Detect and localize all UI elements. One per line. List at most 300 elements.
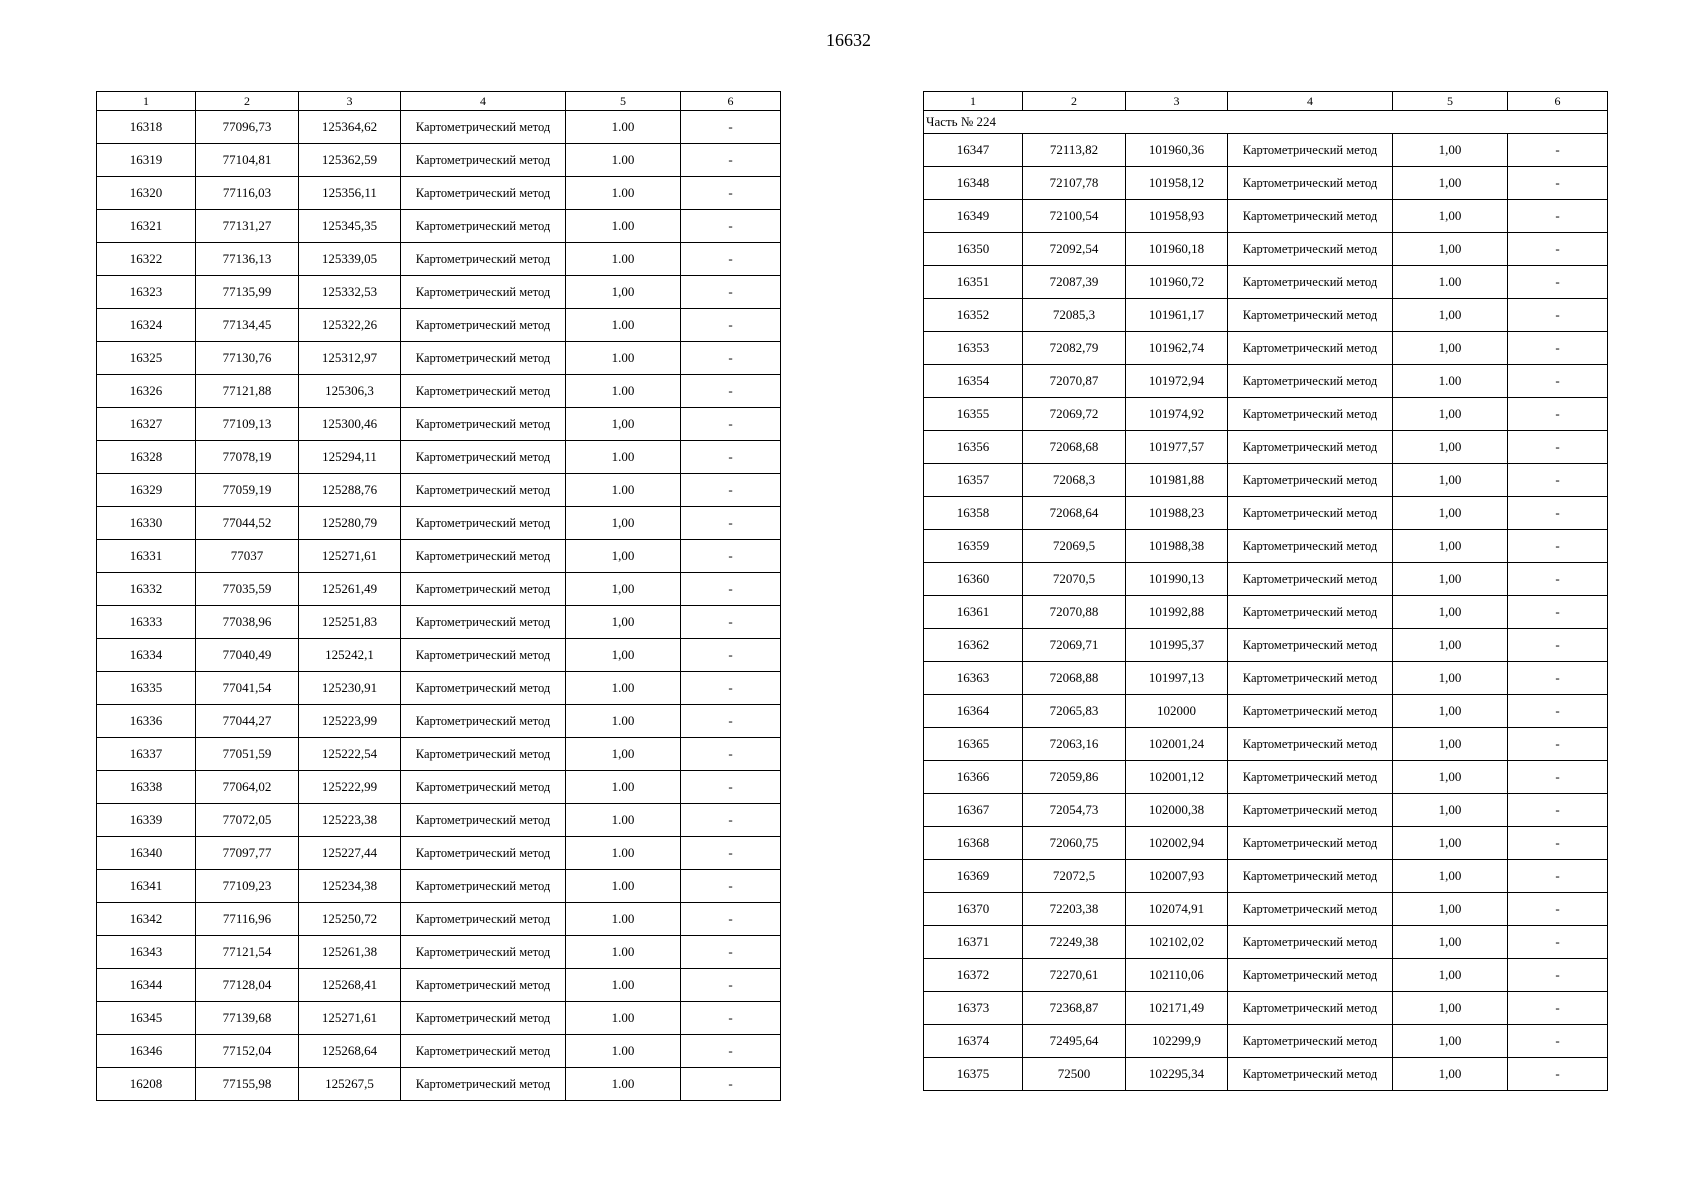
table-row — [924, 266, 1608, 299]
accuracy-cell: 1,00 — [566, 639, 681, 672]
x-coordinate-cell: 72059,86 — [1023, 761, 1126, 794]
x-coordinate-cell: 77121,88 — [196, 375, 299, 408]
method-cell: Картометрический метод — [401, 177, 566, 210]
y-coordinate-cell: 125234,38 — [299, 870, 401, 903]
x-coordinate-cell: 72203,38 — [1023, 893, 1126, 926]
page-number: 16632 — [826, 30, 871, 50]
y-coordinate-cell: 101988,38 — [1126, 530, 1228, 563]
x-coordinate-cell: 72060,75 — [1023, 827, 1126, 860]
column-header: 3 — [1126, 92, 1228, 111]
point-number-cell: 16332 — [97, 573, 196, 606]
note-cell: - — [1508, 431, 1608, 464]
y-coordinate-cell: 125356,11 — [299, 177, 401, 210]
x-coordinate-cell: 77044,52 — [196, 507, 299, 540]
method-cell: Картометрический метод — [1228, 299, 1393, 332]
accuracy-cell: 1.00 — [566, 210, 681, 243]
point-number-cell: 16347 — [924, 134, 1023, 167]
accuracy-cell: 1.00 — [566, 441, 681, 474]
point-number-cell: 16346 — [97, 1035, 196, 1068]
x-coordinate-cell: 77136,13 — [196, 243, 299, 276]
point-number-cell: 16363 — [924, 662, 1023, 695]
table-row — [97, 540, 781, 573]
note-cell: - — [681, 936, 781, 969]
table-row — [97, 738, 781, 771]
note-cell: - — [681, 1035, 781, 1068]
note-cell: - — [1508, 1025, 1608, 1058]
accuracy-cell: 1,00 — [1393, 299, 1508, 332]
table-row — [924, 497, 1608, 530]
point-number-cell: 16327 — [97, 408, 196, 441]
x-coordinate-cell: 77155,98 — [196, 1068, 299, 1101]
point-number-cell: 16361 — [924, 596, 1023, 629]
y-coordinate-cell: 101960,72 — [1126, 266, 1228, 299]
x-coordinate-cell: 72495,64 — [1023, 1025, 1126, 1058]
accuracy-cell: 1.00 — [566, 177, 681, 210]
table-row — [924, 530, 1608, 563]
accuracy-cell: 1,00 — [1393, 596, 1508, 629]
note-cell: - — [681, 309, 781, 342]
point-number-cell: 16358 — [924, 497, 1023, 530]
note-cell: - — [1508, 1058, 1608, 1091]
method-cell: Картометрический метод — [401, 870, 566, 903]
note-cell: - — [681, 210, 781, 243]
table-row — [924, 827, 1608, 860]
column-header: 1 — [924, 92, 1023, 111]
x-coordinate-cell: 72070,88 — [1023, 596, 1126, 629]
method-cell: Картометрический метод — [401, 408, 566, 441]
y-coordinate-cell: 125294,11 — [299, 441, 401, 474]
x-coordinate-cell: 72092,54 — [1023, 233, 1126, 266]
y-coordinate-cell: 102171,49 — [1126, 992, 1228, 1025]
table-row — [924, 299, 1608, 332]
section-row — [924, 111, 1608, 134]
point-number-cell: 16333 — [97, 606, 196, 639]
point-number-cell: 16356 — [924, 431, 1023, 464]
y-coordinate-cell: 125322,26 — [299, 309, 401, 342]
table-row — [924, 134, 1608, 167]
table-row — [97, 309, 781, 342]
table-row — [97, 408, 781, 441]
method-cell: Картометрический метод — [401, 936, 566, 969]
accuracy-cell: 1,00 — [566, 606, 681, 639]
table-row — [924, 200, 1608, 233]
x-coordinate-cell: 77130,76 — [196, 342, 299, 375]
y-coordinate-cell: 102110,06 — [1126, 959, 1228, 992]
x-coordinate-cell: 77037 — [196, 540, 299, 573]
x-coordinate-cell: 72085,3 — [1023, 299, 1126, 332]
x-coordinate-cell: 77134,45 — [196, 309, 299, 342]
method-cell: Картометрический метод — [401, 276, 566, 309]
point-number-cell: 16373 — [924, 992, 1023, 1025]
method-cell: Картометрический метод — [401, 771, 566, 804]
note-cell: - — [1508, 233, 1608, 266]
coordinates-table-right — [923, 91, 1608, 1091]
method-cell: Картометрический метод — [401, 441, 566, 474]
x-coordinate-cell: 77064,02 — [196, 771, 299, 804]
column-header: 5 — [1393, 92, 1508, 111]
note-cell: - — [1508, 299, 1608, 332]
accuracy-cell: 1,00 — [1393, 761, 1508, 794]
point-number-cell: 16318 — [97, 111, 196, 144]
table-row — [97, 177, 781, 210]
accuracy-cell: 1,00 — [1393, 497, 1508, 530]
table-row — [97, 210, 781, 243]
method-cell: Картометрический метод — [1228, 959, 1393, 992]
accuracy-cell: 1,00 — [1393, 728, 1508, 761]
table-row — [97, 441, 781, 474]
note-cell: - — [1508, 695, 1608, 728]
y-coordinate-cell: 125242,1 — [299, 639, 401, 672]
method-cell: Картометрический метод — [401, 309, 566, 342]
column-header: 2 — [1023, 92, 1126, 111]
table-row — [97, 903, 781, 936]
method-cell: Картометрический метод — [401, 210, 566, 243]
table-row — [924, 233, 1608, 266]
note-cell: - — [681, 903, 781, 936]
point-number-cell: 16359 — [924, 530, 1023, 563]
accuracy-cell: 1.00 — [566, 672, 681, 705]
method-cell: Картометрический метод — [401, 606, 566, 639]
note-cell: - — [681, 1002, 781, 1035]
table-row — [97, 639, 781, 672]
table-row — [97, 573, 781, 606]
column-header: 4 — [401, 92, 566, 111]
accuracy-cell: 1.00 — [566, 903, 681, 936]
method-cell: Картометрический метод — [1228, 827, 1393, 860]
table-row — [924, 695, 1608, 728]
accuracy-cell: 1,00 — [1393, 233, 1508, 266]
x-coordinate-cell: 72070,87 — [1023, 365, 1126, 398]
accuracy-cell: 1,00 — [1393, 794, 1508, 827]
x-coordinate-cell: 77035,59 — [196, 573, 299, 606]
accuracy-cell: 1,00 — [566, 408, 681, 441]
accuracy-cell: 1,00 — [566, 540, 681, 573]
table-row — [97, 342, 781, 375]
accuracy-cell: 1.00 — [566, 243, 681, 276]
table-row — [924, 563, 1608, 596]
accuracy-cell: 1.00 — [566, 144, 681, 177]
point-number-cell: 16354 — [924, 365, 1023, 398]
note-cell: - — [1508, 266, 1608, 299]
point-number-cell: 16367 — [924, 794, 1023, 827]
y-coordinate-cell: 125271,61 — [299, 1002, 401, 1035]
note-cell: - — [1508, 365, 1608, 398]
point-number-cell: 16342 — [97, 903, 196, 936]
note-cell: - — [1508, 530, 1608, 563]
y-coordinate-cell: 125312,97 — [299, 342, 401, 375]
method-cell: Картометрический метод — [1228, 893, 1393, 926]
point-number-cell: 16340 — [97, 837, 196, 870]
table-row — [97, 1002, 781, 1035]
note-cell: - — [681, 870, 781, 903]
method-cell: Картометрический метод — [1228, 596, 1393, 629]
accuracy-cell: 1,00 — [1393, 629, 1508, 662]
method-cell: Картометрический метод — [1228, 794, 1393, 827]
section-title: Часть № 224 — [924, 111, 1608, 134]
note-cell: - — [1508, 761, 1608, 794]
method-cell: Картометрический метод — [1228, 530, 1393, 563]
accuracy-cell: 1.00 — [566, 771, 681, 804]
point-number-cell: 16357 — [924, 464, 1023, 497]
point-number-cell: 16335 — [97, 672, 196, 705]
note-cell: - — [681, 606, 781, 639]
accuracy-cell: 1.00 — [566, 1002, 681, 1035]
point-number-cell: 16323 — [97, 276, 196, 309]
table-row — [924, 926, 1608, 959]
x-coordinate-cell: 77044,27 — [196, 705, 299, 738]
point-number-cell: 16374 — [924, 1025, 1023, 1058]
x-coordinate-cell: 77097,77 — [196, 837, 299, 870]
method-cell: Картометрический метод — [1228, 398, 1393, 431]
y-coordinate-cell: 101988,23 — [1126, 497, 1228, 530]
x-coordinate-cell: 72500 — [1023, 1058, 1126, 1091]
point-number-cell: 16352 — [924, 299, 1023, 332]
note-cell: - — [681, 738, 781, 771]
accuracy-cell: 1,00 — [1393, 563, 1508, 596]
table-row — [924, 860, 1608, 893]
y-coordinate-cell: 125223,99 — [299, 705, 401, 738]
accuracy-cell: 1,00 — [1393, 827, 1508, 860]
note-cell: - — [681, 969, 781, 1002]
x-coordinate-cell: 77040,49 — [196, 639, 299, 672]
x-coordinate-cell: 77121,54 — [196, 936, 299, 969]
point-number-cell: 16349 — [924, 200, 1023, 233]
point-number-cell: 16337 — [97, 738, 196, 771]
point-number-cell: 16324 — [97, 309, 196, 342]
accuracy-cell: 1.00 — [566, 309, 681, 342]
method-cell: Картометрический метод — [1228, 860, 1393, 893]
method-cell: Картометрический метод — [1228, 662, 1393, 695]
note-cell: - — [1508, 794, 1608, 827]
y-coordinate-cell: 125364,62 — [299, 111, 401, 144]
x-coordinate-cell: 77041,54 — [196, 672, 299, 705]
table-row — [924, 992, 1608, 1025]
method-cell: Картометрический метод — [1228, 1025, 1393, 1058]
y-coordinate-cell: 125261,38 — [299, 936, 401, 969]
point-number-cell: 16334 — [97, 639, 196, 672]
method-cell: Картометрический метод — [401, 837, 566, 870]
table-row — [97, 474, 781, 507]
x-coordinate-cell: 77059,19 — [196, 474, 299, 507]
method-cell: Картометрический метод — [1228, 332, 1393, 365]
note-cell: - — [1508, 728, 1608, 761]
accuracy-cell: 1.00 — [566, 969, 681, 1002]
method-cell: Картометрический метод — [1228, 563, 1393, 596]
y-coordinate-cell: 125288,76 — [299, 474, 401, 507]
y-coordinate-cell: 101960,36 — [1126, 134, 1228, 167]
accuracy-cell: 1,00 — [1393, 530, 1508, 563]
accuracy-cell: 1.00 — [566, 705, 681, 738]
table-row — [924, 893, 1608, 926]
accuracy-cell: 1,00 — [1393, 398, 1508, 431]
point-number-cell: 16370 — [924, 893, 1023, 926]
x-coordinate-cell: 72249,38 — [1023, 926, 1126, 959]
note-cell: - — [1508, 167, 1608, 200]
y-coordinate-cell: 125230,91 — [299, 672, 401, 705]
y-coordinate-cell: 101961,17 — [1126, 299, 1228, 332]
method-cell: Картометрический метод — [1228, 497, 1393, 530]
accuracy-cell: 1,00 — [1393, 695, 1508, 728]
point-number-cell: 16319 — [97, 144, 196, 177]
x-coordinate-cell: 77096,73 — [196, 111, 299, 144]
x-coordinate-cell: 72082,79 — [1023, 332, 1126, 365]
table-row — [924, 167, 1608, 200]
table-row — [924, 728, 1608, 761]
x-coordinate-cell: 77116,03 — [196, 177, 299, 210]
accuracy-cell: 1.00 — [566, 375, 681, 408]
y-coordinate-cell: 102002,94 — [1126, 827, 1228, 860]
y-coordinate-cell: 101992,88 — [1126, 596, 1228, 629]
accuracy-cell: 1.00 — [566, 474, 681, 507]
accuracy-cell: 1.00 — [566, 804, 681, 837]
x-coordinate-cell: 72063,16 — [1023, 728, 1126, 761]
y-coordinate-cell: 125267,5 — [299, 1068, 401, 1101]
table-row — [97, 375, 781, 408]
accuracy-cell: 1.00 — [1393, 266, 1508, 299]
y-coordinate-cell: 125251,83 — [299, 606, 401, 639]
point-number-cell: 16330 — [97, 507, 196, 540]
note-cell: - — [681, 177, 781, 210]
note-cell: - — [681, 639, 781, 672]
method-cell: Картометрический метод — [1228, 728, 1393, 761]
x-coordinate-cell: 72065,83 — [1023, 695, 1126, 728]
note-cell: - — [1508, 596, 1608, 629]
table-row — [97, 606, 781, 639]
table-row — [924, 365, 1608, 398]
x-coordinate-cell: 77139,68 — [196, 1002, 299, 1035]
y-coordinate-cell: 102299,9 — [1126, 1025, 1228, 1058]
method-cell: Картометрический метод — [401, 1035, 566, 1068]
accuracy-cell: 1.00 — [566, 1068, 681, 1101]
x-coordinate-cell: 72068,3 — [1023, 464, 1126, 497]
method-cell: Картометрический метод — [401, 705, 566, 738]
accuracy-cell: 1.00 — [1393, 365, 1508, 398]
accuracy-cell: 1,00 — [1393, 464, 1508, 497]
table-row — [924, 794, 1608, 827]
x-coordinate-cell: 72068,88 — [1023, 662, 1126, 695]
point-number-cell: 16366 — [924, 761, 1023, 794]
accuracy-cell: 1,00 — [1393, 860, 1508, 893]
note-cell: - — [681, 144, 781, 177]
note-cell: - — [1508, 134, 1608, 167]
method-cell: Картометрический метод — [401, 144, 566, 177]
method-cell: Картометрический метод — [401, 540, 566, 573]
y-coordinate-cell: 125268,64 — [299, 1035, 401, 1068]
method-cell: Картометрический метод — [1228, 629, 1393, 662]
method-cell: Картометрический метод — [1228, 266, 1393, 299]
y-coordinate-cell: 125300,46 — [299, 408, 401, 441]
accuracy-cell: 1.00 — [566, 342, 681, 375]
table-row — [924, 431, 1608, 464]
note-cell: - — [681, 375, 781, 408]
accuracy-cell: 1.00 — [566, 837, 681, 870]
table-row — [924, 464, 1608, 497]
column-header: 6 — [1508, 92, 1608, 111]
y-coordinate-cell: 102007,93 — [1126, 860, 1228, 893]
accuracy-cell: 1,00 — [1393, 926, 1508, 959]
coordinates-table-left — [96, 91, 781, 1101]
table-row — [924, 1025, 1608, 1058]
method-cell: Картометрический метод — [401, 111, 566, 144]
point-number-cell: 16321 — [97, 210, 196, 243]
y-coordinate-cell: 102102,02 — [1126, 926, 1228, 959]
note-cell: - — [1508, 992, 1608, 1025]
y-coordinate-cell: 125268,41 — [299, 969, 401, 1002]
y-coordinate-cell: 125222,54 — [299, 738, 401, 771]
table-row — [97, 705, 781, 738]
note-cell: - — [1508, 629, 1608, 662]
accuracy-cell: 1.00 — [566, 111, 681, 144]
method-cell: Картометрический метод — [401, 639, 566, 672]
point-number-cell: 16326 — [97, 375, 196, 408]
y-coordinate-cell: 101995,37 — [1126, 629, 1228, 662]
accuracy-cell: 1,00 — [1393, 992, 1508, 1025]
method-cell: Картометрический метод — [401, 903, 566, 936]
y-coordinate-cell: 125280,79 — [299, 507, 401, 540]
y-coordinate-cell: 101972,94 — [1126, 365, 1228, 398]
note-cell: - — [681, 111, 781, 144]
x-coordinate-cell: 72068,68 — [1023, 431, 1126, 464]
method-cell: Картометрический метод — [1228, 200, 1393, 233]
point-number-cell: 16331 — [97, 540, 196, 573]
y-coordinate-cell: 125250,72 — [299, 903, 401, 936]
table-row — [97, 243, 781, 276]
note-cell: - — [681, 342, 781, 375]
y-coordinate-cell: 101958,12 — [1126, 167, 1228, 200]
method-cell: Картометрический метод — [401, 1002, 566, 1035]
method-cell: Картометрический метод — [401, 573, 566, 606]
y-coordinate-cell: 102000 — [1126, 695, 1228, 728]
note-cell: - — [1508, 332, 1608, 365]
accuracy-cell: 1,00 — [1393, 662, 1508, 695]
point-number-cell: 16338 — [97, 771, 196, 804]
y-coordinate-cell: 125339,05 — [299, 243, 401, 276]
x-coordinate-cell: 77109,13 — [196, 408, 299, 441]
x-coordinate-cell: 72068,64 — [1023, 497, 1126, 530]
y-coordinate-cell: 101974,92 — [1126, 398, 1228, 431]
table-row — [97, 870, 781, 903]
point-number-cell: 16208 — [97, 1068, 196, 1101]
y-coordinate-cell: 102295,34 — [1126, 1058, 1228, 1091]
note-cell: - — [1508, 893, 1608, 926]
x-coordinate-cell: 77131,27 — [196, 210, 299, 243]
note-cell: - — [1508, 827, 1608, 860]
accuracy-cell: 1,00 — [1393, 167, 1508, 200]
point-number-cell: 16348 — [924, 167, 1023, 200]
note-cell: - — [1508, 497, 1608, 530]
point-number-cell: 16343 — [97, 936, 196, 969]
point-number-cell: 16328 — [97, 441, 196, 474]
table-row — [924, 662, 1608, 695]
table-row — [97, 111, 781, 144]
accuracy-cell: 1,00 — [1393, 134, 1508, 167]
accuracy-cell: 1,00 — [1393, 200, 1508, 233]
table-row — [924, 398, 1608, 431]
note-cell: - — [681, 408, 781, 441]
x-coordinate-cell: 77072,05 — [196, 804, 299, 837]
note-cell: - — [681, 276, 781, 309]
column-header: 3 — [299, 92, 401, 111]
method-cell: Картометрический метод — [1228, 365, 1393, 398]
y-coordinate-cell: 125345,35 — [299, 210, 401, 243]
method-cell: Картометрический метод — [1228, 1058, 1393, 1091]
note-cell: - — [681, 672, 781, 705]
y-coordinate-cell: 102001,12 — [1126, 761, 1228, 794]
method-cell: Картометрический метод — [401, 738, 566, 771]
column-header: 5 — [566, 92, 681, 111]
note-cell: - — [681, 441, 781, 474]
y-coordinate-cell: 125332,53 — [299, 276, 401, 309]
